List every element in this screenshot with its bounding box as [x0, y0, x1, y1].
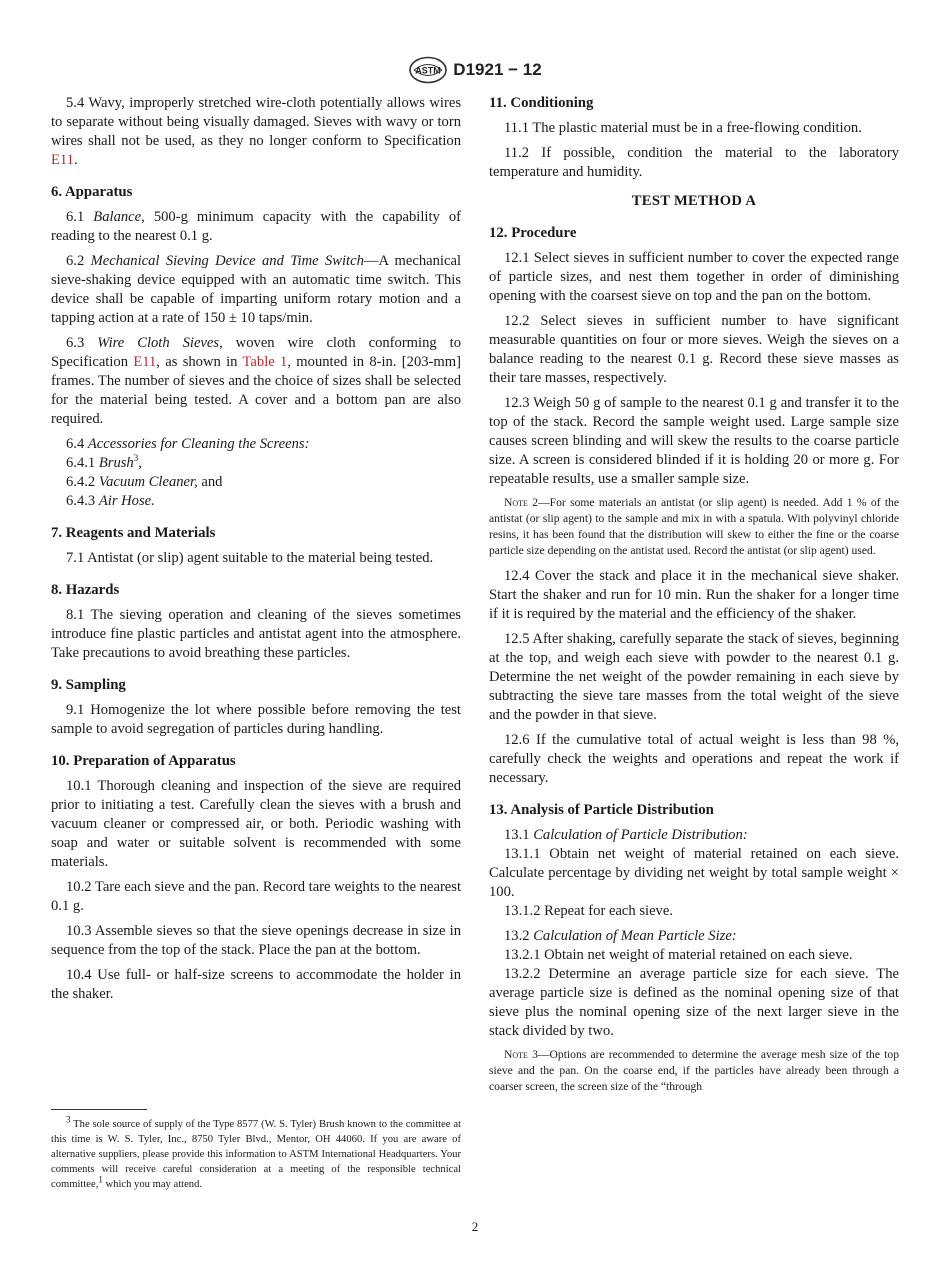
para-13-1-1: 13.1.1 Obtain net weight of material retained on each sieve. Calculate percentage by dividing net weight by total sample weight × 100.: [489, 846, 899, 900]
left-column: [51, 94, 461, 1010]
section-12-title: 12. Procedure: [489, 225, 577, 241]
page-header: [0, 56, 950, 84]
para-10-4: 10.4 Use full- or half-size screens to accommodate the holder in the shaker.: [51, 967, 461, 1002]
section-9-title: 9. Sampling: [51, 677, 126, 693]
para-6-2: 6.2 Mechanical Sieving Device and Time Switch—A mechanical sieve-shaking device equipped with an automatic time switch. This device shall be capable of imparting uniform rotary motion and a tapping action at a rate of 150 ± 10 taps/min.: [51, 253, 461, 326]
test-method-a-heading: TEST METHOD A: [631, 193, 757, 209]
para-6-4-2: 6.4.2 Vacuum Cleaner, and: [66, 474, 223, 490]
section-10-title: 10. Preparation of Apparatus: [51, 753, 236, 769]
note-2: Note 2—For some materials an antistat (or slip agent) is needed. Add 1 % of the antistat (or slip agent) to the sample and mix in with a spatula. With polyvinyl chloride resins, it has been found that the distribution will skew to either the fine or the coarse particle size depending on the antistat used. Record the antistat (or slip agent) used.: [489, 496, 899, 557]
para-12-3: 12.3 Weigh 50 g of sample to the nearest 0.1 g and transfer it to the top of the stack. Record the sample weight used. Large sample size causes screen blinding and will skew the results to the coarse particle size. A screen is considered blinded if it is holding 20 or more g. For repeatable results, use a smaller sample size.: [489, 395, 899, 487]
para-6-3: 6.3 Wire Cloth Sieves, woven wire cloth conforming to Specification E11, as shown in Table 1, mounted in 8-in. [203-mm] frames. The number of sieves and the choice of sizes shall be selected for the material being tested. A cover and a bottom pan are also required.: [51, 335, 462, 427]
section-7-title: 7. Reagents and Materials: [51, 525, 216, 541]
para-8-1: 8.1 The sieving operation and cleaning of the sieves sometimes introduce fine plastic particles and antistat agent into the atmosphere. Take precautions to avoid breathing these particles.: [51, 607, 461, 661]
para-7-1: 7.1 Antistat (or slip) agent suitable to the material being tested.: [66, 550, 434, 566]
footnote-divider: [51, 1109, 147, 1110]
section-11-title: 11. Conditioning: [489, 95, 594, 111]
para-11-2: 11.2 If possible, condition the material to the laboratory temperature and humidity.: [489, 145, 899, 180]
para-6-4-1: 6.4.1 Brush$^3$,: [66, 453, 142, 471]
para-12-6: 12.6 If the cumulative total of actual weight is less than 98 %, carefully check the weights and operations and repeat the work if necessary.: [489, 732, 899, 786]
para-13-1: 13.1 Calculation of Particle Distribution:: [504, 827, 748, 843]
para-6-1: 6.1 Balance, 500-g minimum capacity with the capability of reading to the nearest 0.1 g.: [51, 209, 461, 244]
para-12-5: 12.5 After shaking, carefully separate the stack of sieves, beginning at the top, and weigh each sieve with powder to the nearest 0.1 g. Determine the net weight of the powder remaining in each sieve by subtracting the sieve tare masses from the total weight of the sieve and the powder in that sieve.: [489, 631, 899, 723]
para-10-3: 10.3 Assemble sieves so that the sieve openings decrease in size in sequence from the top of the stack. Place the pan at the bottom.: [51, 923, 461, 958]
para-12-4: 12.4 Cover the stack and place it in the mechanical sieve shaker. Start the shaker and run for 10 min. Run the shaker for a longer time if it is required by the material and the efficiency of the shaker.: [489, 568, 899, 622]
section-6-title: 6. Apparatus: [51, 184, 133, 200]
para-11-1: 11.1 The plastic material must be in a free-flowing condition.: [504, 120, 862, 136]
link-e11[interactable]: E11: [133, 354, 157, 370]
astm-logo-text: ASTM: [415, 65, 442, 76]
para-13-2-1: 13.2.1 Obtain net weight of material retained on each sieve.: [504, 947, 853, 963]
link-e11[interactable]: E11: [51, 152, 74, 168]
document-id: D1921 − 12: [453, 60, 542, 79]
astm-logo-icon: [408, 56, 448, 84]
para-10-2: 10.2 Tare each sieve and the pan. Record tare weights to the nearest 0.1 g.: [51, 879, 462, 914]
para-6-4: 6.4 Accessories for Cleaning the Screens:: [66, 436, 310, 452]
para-12-1: 12.1 Select sieves in sufficient number to cover the expected range of particle sizes, and nest them together in order of diminishing opening with the coarsest sieve on top and the pan on the bottom.: [489, 250, 899, 304]
note-3: Note 3—Options are recommended to determine the average mesh size of the top sieve and the pan. On the coarse end, if the particles have already been through a coarser screen, the screen size of the “through: [489, 1048, 899, 1093]
para-5-4: 5.4 Wavy, improperly stretched wire-cloth potentially allows wires to separate without being visually damaged. Sieves with wavy or torn wires shall not be used, as they no longer conform to Specification E11.: [51, 95, 461, 168]
para-12-2: 12.2 Select sieves in sufficient number to have significant measurable quantities on four or more sieves. Weigh the sieves on a balance reading to the nearest 0.1 g. Record these sieve masses as their tare masses, respectively.: [489, 313, 899, 386]
para-13-1-2: 13.1.2 Repeat for each sieve.: [504, 903, 673, 919]
footnote-ref-3[interactable]: 3: [133, 453, 139, 464]
para-10-1: 10.1 Thorough cleaning and inspection of the sieve are required prior to initiating a test. Carefully clean the sieves with a brush and vacuum cleaner or compressed air, or both. Periodic washing with soap and water or suitable solvent is recommended with some materials.: [51, 778, 461, 870]
section-13-title: 13. Analysis of Particle Distribution: [489, 802, 714, 818]
para-9-1: 9.1 Homogenize the lot where possible before removing the test sample to avoid segregation of particles during handling.: [51, 702, 461, 737]
para-13-2-2: 13.2.2 Determine an average particle size for each sieve. The average particle size is defined as the nominal opening size of that sieve plus the nominal opening size of the next larger sieve in the stack divided by two.: [489, 966, 899, 1039]
section-8-title: 8. Hazards: [51, 582, 120, 598]
para-13-2: 13.2 Calculation of Mean Particle Size:: [504, 928, 737, 944]
right-column: [489, 94, 899, 1103]
footnote-3: $^3$ The sole source of supply of the Type 8577 (W. S. Tyler) Brush known to the committee at this time is W. S. Tyler, Inc., 8750 Tyler Blvd., Mentor, OH 44060. If you are aware of alternative suppliers, please provide this information to ASTM International Headquarters. Your comments will receive careful consideration at a meeting of the responsible technical committee,$^1$ which you may attend.: [51, 1114, 461, 1190]
page-number: 2: [471, 1219, 479, 1234]
link-table-1[interactable]: Table 1: [242, 354, 288, 370]
para-6-4-3: 6.4.3 Air Hose.: [66, 493, 155, 509]
